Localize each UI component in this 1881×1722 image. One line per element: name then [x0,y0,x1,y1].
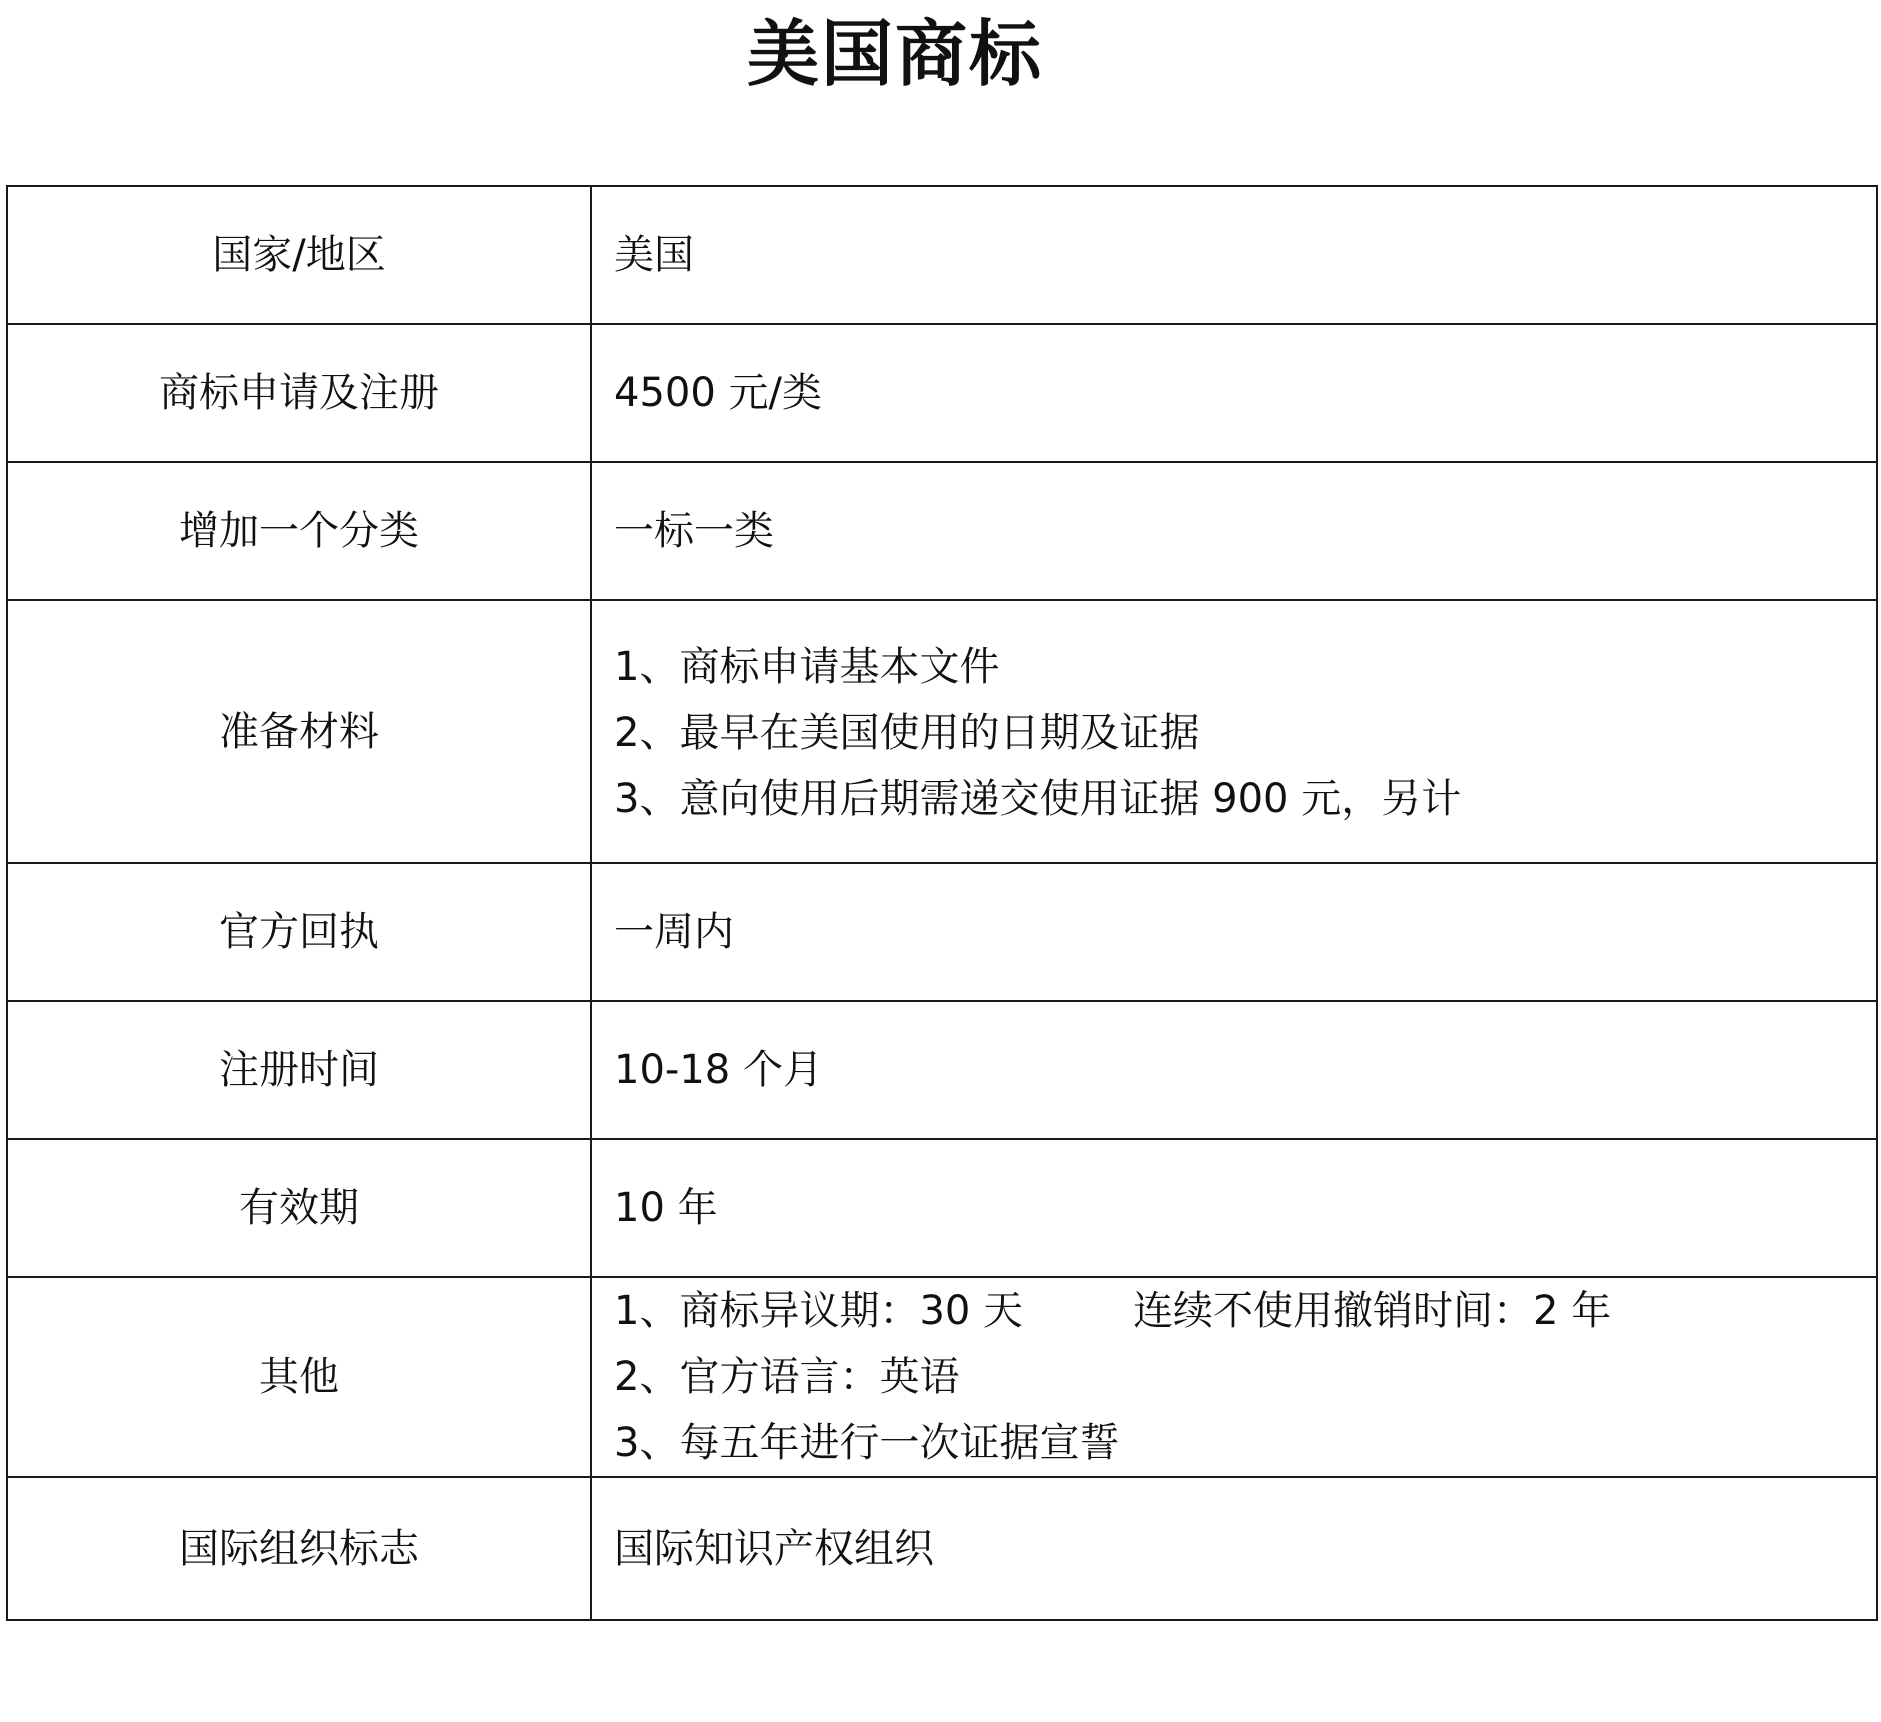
table-row-application-fee [7,324,1877,462]
page-title: 美国商标 [746,12,1043,96]
list-item: 1、商标申请基本文件 [614,643,1000,690]
non-use-cancellation-text: 连续不使用撤销时间：2 年 [1133,1288,1612,1334]
row-label: 商标申请及注册 [7,324,591,462]
row-label: 国家/地区 [7,186,591,324]
table-row-registration-time [7,1001,1877,1139]
list-item: 2、最早在美国使用的日期及证据 [614,709,1200,756]
row-label: 增加一个分类 [7,462,591,600]
opposition-period-text: 1、商标异议期：30 天 [614,1288,1024,1334]
table-row-official-receipt [7,863,1877,1001]
table-row-validity [7,1139,1877,1277]
row-value: 一周内 [591,863,1877,1001]
row-value: 美国 [591,186,1877,324]
list-item [614,1278,1876,1344]
table-row-other [7,1277,1877,1477]
row-label: 官方回执 [7,863,591,1001]
list-item: 2、官方语言：英语 [614,1354,960,1400]
row-value: 10-18 个月 [591,1001,1877,1139]
row-label: 国际组织标志 [7,1477,591,1620]
list-item: 3、意向使用后期需递交使用证据 900 元，另计 [614,775,1462,822]
row-label: 准备材料 [7,600,591,863]
trademark-info-table [6,185,1878,1621]
table-row-country [7,186,1877,324]
table-row-add-class [7,462,1877,600]
table-row-materials [7,600,1877,863]
row-value: 一标一类 [591,462,1877,600]
row-label: 其他 [7,1277,591,1477]
table-row-intl-org [7,1477,1877,1620]
row-label: 注册时间 [7,1001,591,1139]
row-value: 国际知识产权组织 [591,1477,1877,1620]
row-value-list [591,1277,1877,1477]
row-value: 10 年 [591,1139,1877,1277]
row-value-list [591,600,1877,863]
row-value: 4500 元/类 [591,324,1877,462]
list-item: 3、每五年进行一次证据宣誓 [614,1420,1120,1466]
row-label: 有效期 [7,1139,591,1277]
